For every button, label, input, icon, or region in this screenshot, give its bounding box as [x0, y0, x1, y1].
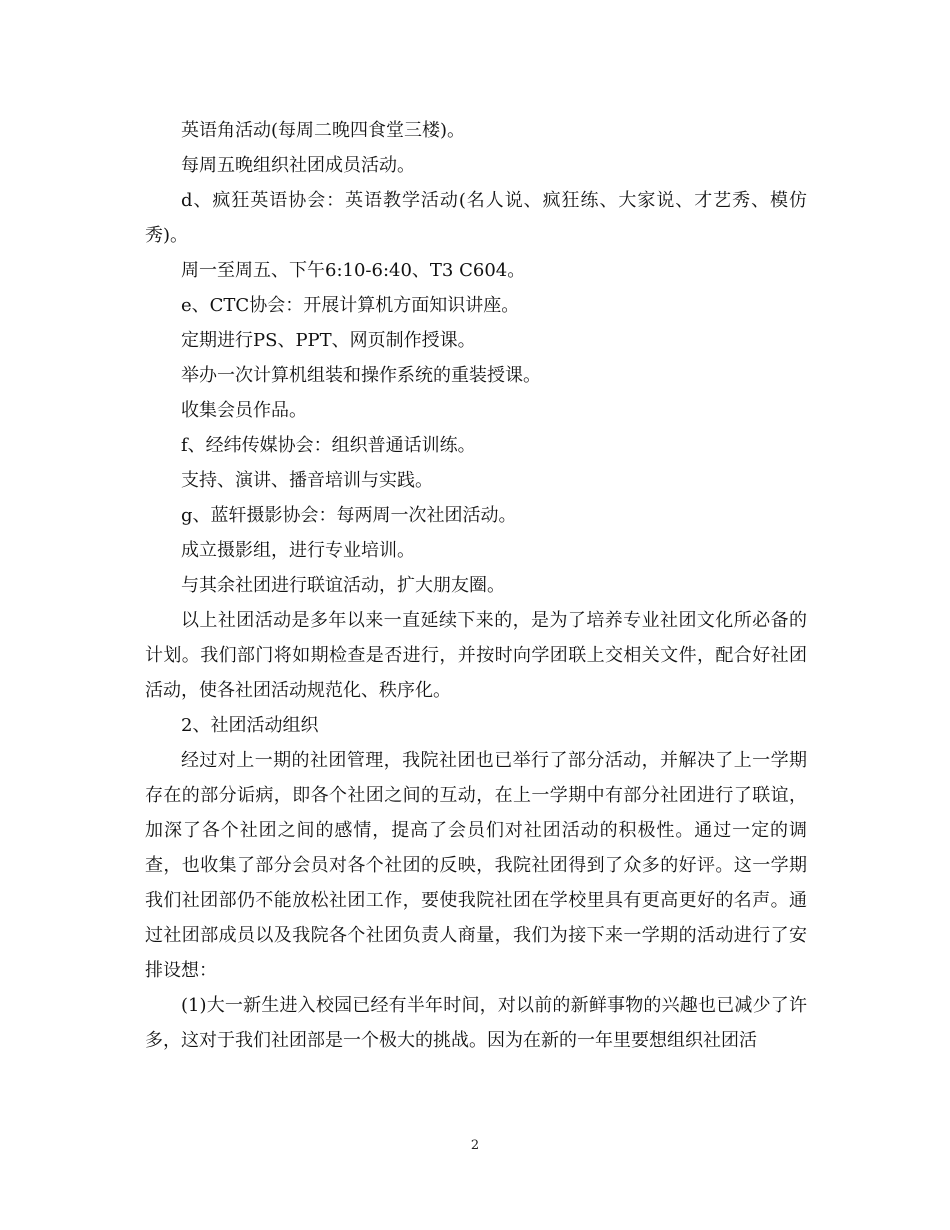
paragraph-english-corner: 英语角活动(每周二晚四食堂三楼)。 [181, 120, 466, 141]
paragraph-media-association: f、经纬传媒协会：组织普通话训练。 [181, 435, 476, 456]
section-heading-activity-organization: 2、社团活动组织 [181, 715, 319, 736]
paragraph-photo-group: 成立摄影组，进行专业培训。 [181, 540, 415, 561]
paragraph-summary: 以上社团活动是多年以来一直延续下来的，是为了培养专业社团文化所必备的计划。我们部门将如期检查是否进行，并按时向学团联上交相关文件，配合好社团活动，使各社团活动规范化、秩序化。 [145, 610, 807, 701]
paragraph-crazy-english-schedule: 周一至周五、下午6:10-6:40、T3 C604。 [181, 260, 526, 281]
paragraph-photo-association: g、蓝轩摄影协会：每两周一次社团活动。 [181, 505, 517, 526]
paragraph-photo-friendship: 与其余社团进行联谊活动，扩大朋友圈。 [181, 575, 505, 596]
paragraph-friday-activity: 每周五晚组织社团成员活动。 [181, 155, 415, 176]
paragraph-ctc-assembly: 举办一次计算机组装和操作系统的重装授课。 [181, 365, 541, 386]
paragraph-freshman-challenge: (1)大一新生进入校园已经有半年时间，对以前的新鲜事物的兴趣也已减少了许多，这对于我们社团部是一个极大的挑战。因为在新的一年里要想组织社团活 [145, 995, 807, 1051]
paragraph-ctc-works: 收集会员作品。 [181, 400, 307, 421]
paragraph-crazy-english: d、疯狂英语协会：英语教学活动(名人说、疯狂练、大家说、才艺秀、模仿秀)。 [145, 190, 807, 246]
paragraph-review: 经过对上一期的社团管理，我院社团也已举行了部分活动，并解决了上一学期存在的部分诟病，即各个社团之间的互动，在上一学期中有部分社团进行了联谊，加深了各个社团之间的感情，提高了会员们对社团活动的积极性。通过一定的调查，也收集了部分会员对各个社团的反映，我院社团得到了众多的好评。这一学期我们社团部仍不能放松社团工作，要使我院社团在学校里具有更高更好的名声。通过社团部成员以及我院各个社团负责人商量，我们为接下来一学期的活动进行了安排设想： [145, 750, 807, 981]
page-number: 2 [470, 1138, 480, 1153]
paragraph-media-training: 支持、演讲、播音培训与实践。 [181, 470, 433, 491]
paragraph-ctc-association: e、CTC协会：开展计算机方面知识讲座。 [181, 295, 520, 316]
document-body [145, 113, 807, 1058]
paragraph-ctc-courses: 定期进行PS、PPT、网页制作授课。 [181, 330, 476, 351]
